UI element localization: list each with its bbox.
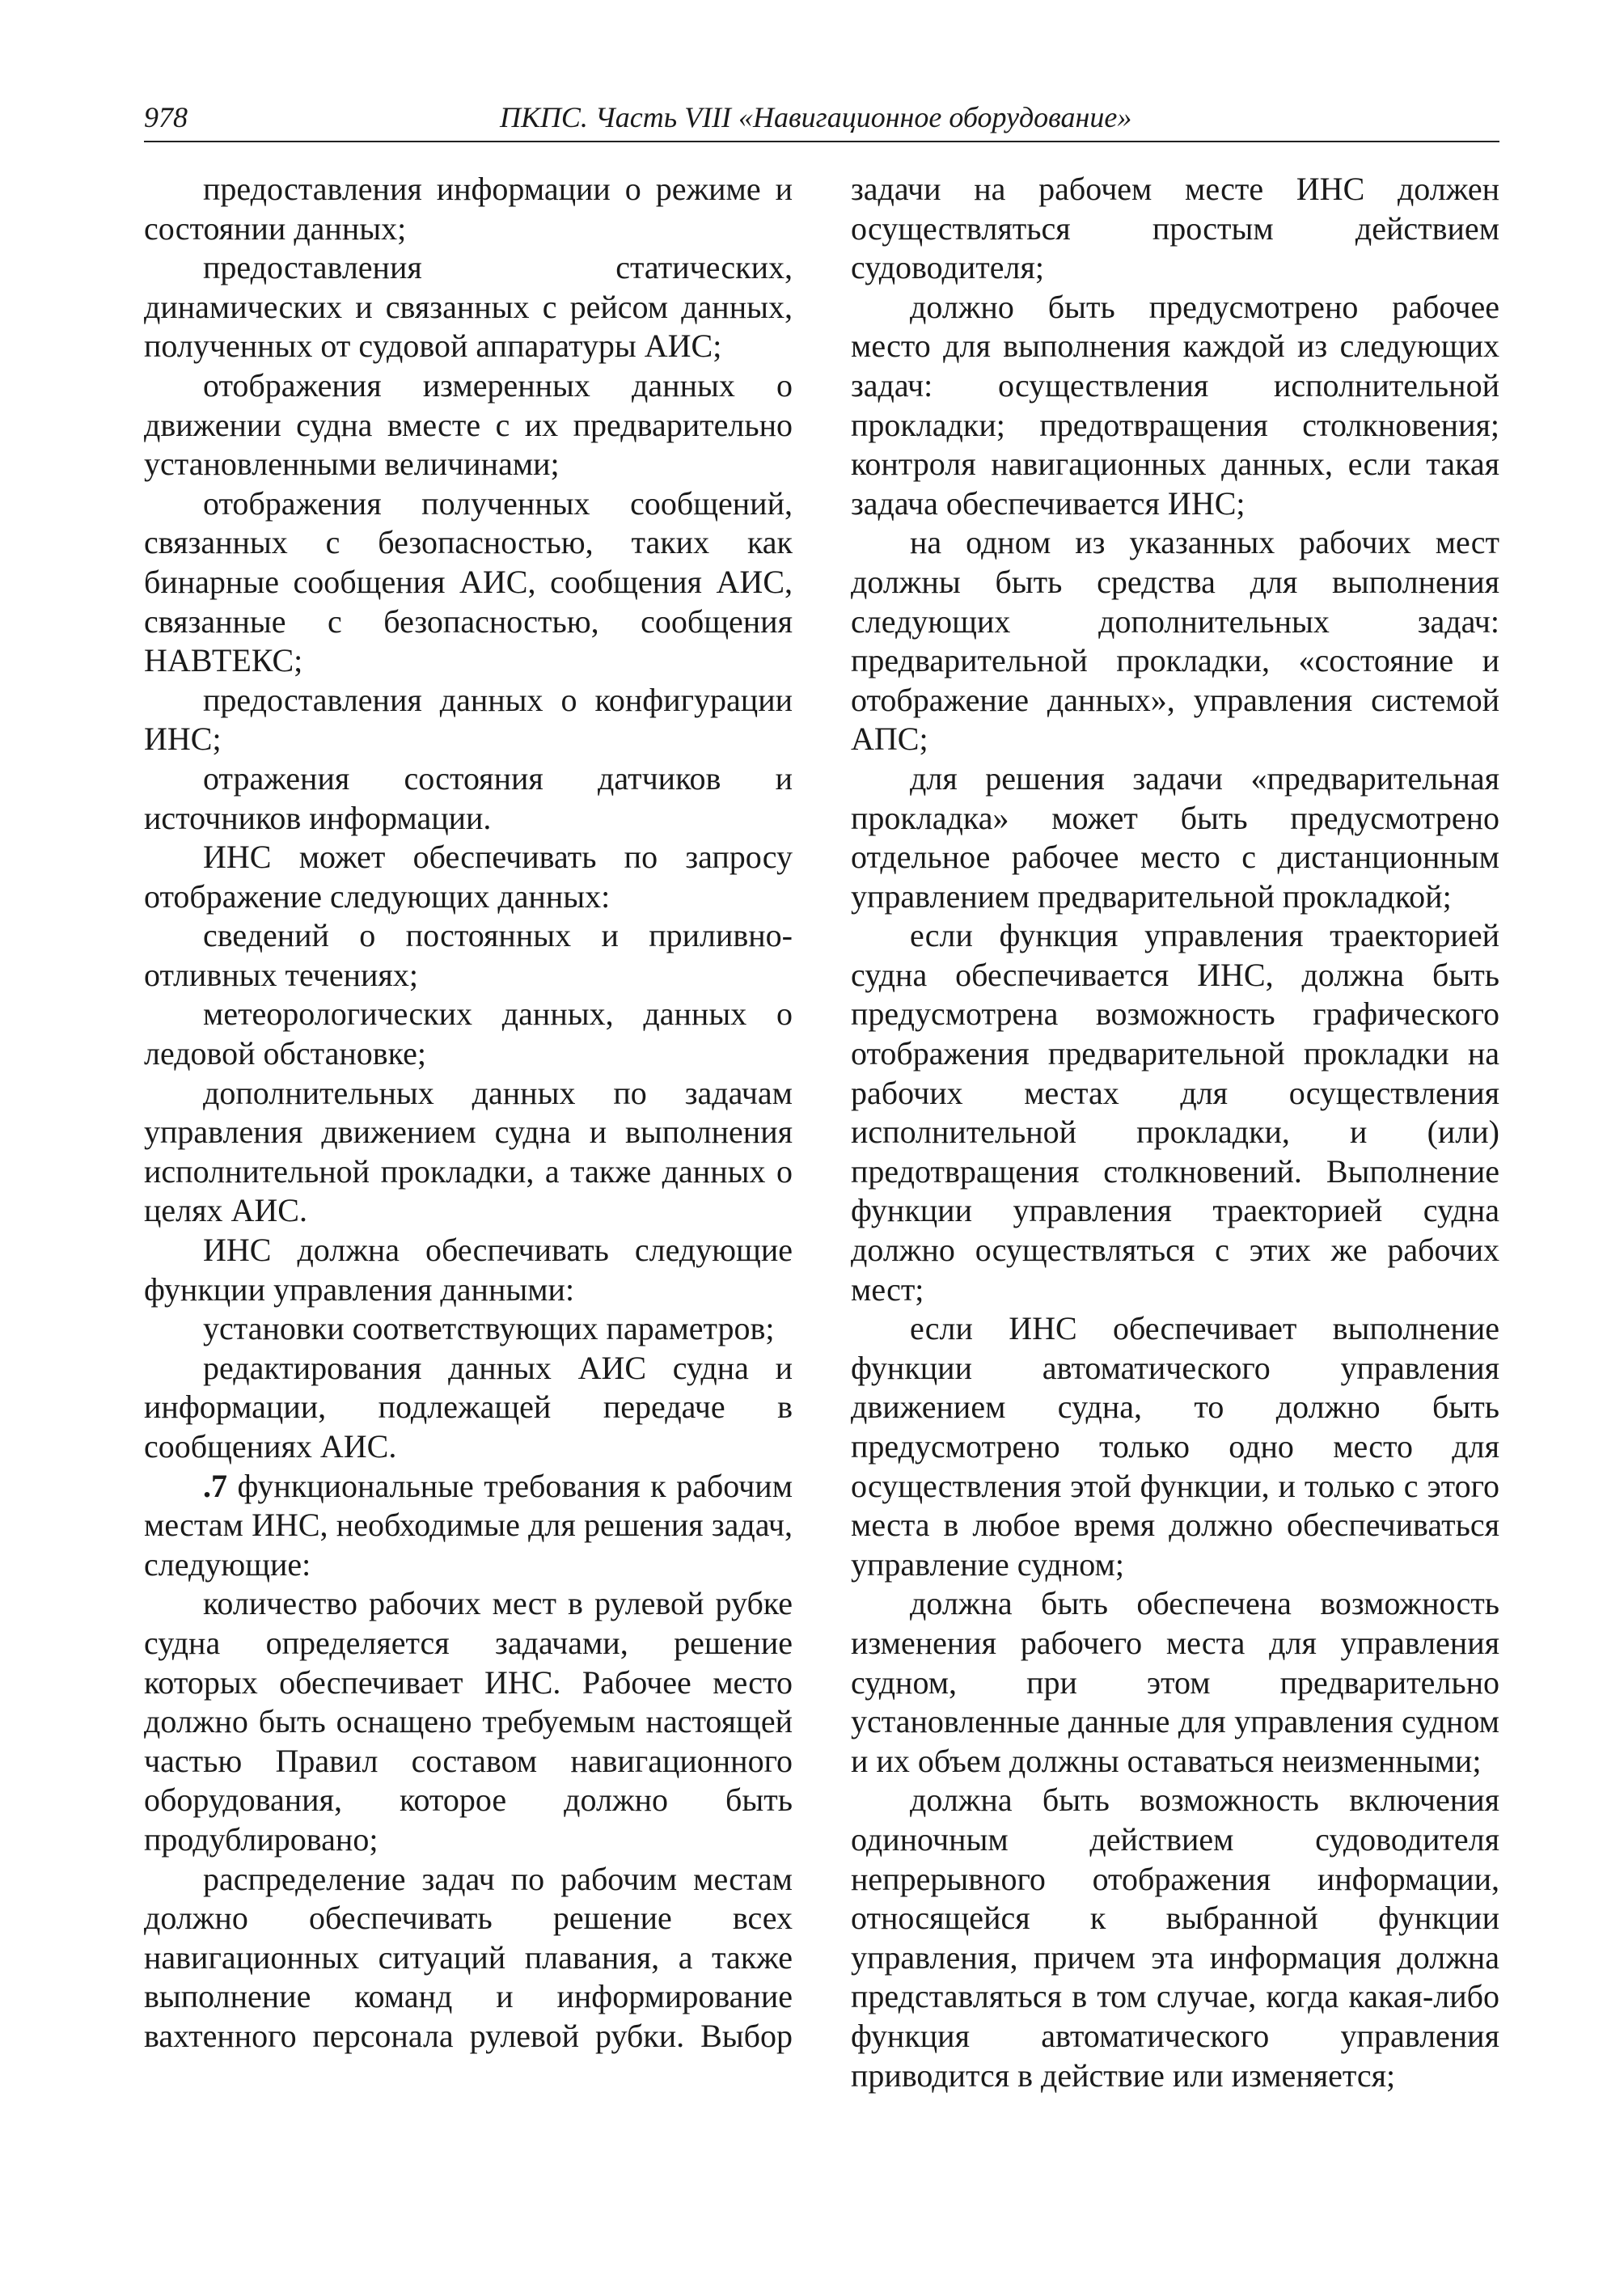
paragraph-continuation: задачи на рабочем месте ИНС должен осуществляться простым действием судоводителя; [851,171,1499,286]
item-text: функциональные требования к рабочим местам ИНС, необходимые для решения задач, следующие: [144,1467,793,1583]
paragraph: предоставления статических, динамических и связанных с рейсом данных, полученных от судовой аппаратуры АИС; [144,249,793,365]
left-column [144,170,793,2056]
paragraph: если функция управления траекторией судна обеспечивается ИНС, должна быть предусмотрена возможность графического отображения предварительной прокладки на рабочих местах для осуществления исполнительной прокладки, и (или) предотвращения столкновений. Выполнение функции управления траекторией судна должно осуществляться с этих же рабочих мест; [851,917,1499,1308]
paragraph: должна быть обеспечена возможность изменения рабочего места для управления судном, при этом предварительно установленные данные для управления судном и их объем должны оставаться неизменными; [851,1585,1499,1779]
paragraph: ИНС может обеспечивать по запросу отображение следующих данных: [144,839,793,915]
item-7-paragraph [144,1467,793,1585]
right-column [851,170,1499,2095]
page-header [144,95,1499,142]
paragraph: должна быть возможность включения одиночным действием судоводителя непрерывного отображения информации, относящейся к выбранной функции управления, причем эта информация должна представляться в том случае, когда какая-либо функция автоматического управления приводится в действие или изменяется; [851,1782,1499,2094]
item-number: .7 [203,1467,227,1504]
paragraph: на одном из указанных рабочих мест должны быть средства для выполнения следующих дополнительных задач: предварительной прокладки, «состояние и отображение данных», управления системой АПС; [851,524,1499,758]
paragraph: отображения измеренных данных о движении судна вместе с их предварительно установленными величинами; [144,366,793,483]
paragraph: для решения задачи «предварительная прокладка» может быть предусмотрено отдельное рабочее место с дистанционным управлением предварительной прокладкой; [851,759,1499,915]
paragraph: распределение задач по рабочим местам должно обеспечивать решение всех навигационных ситуаций плавания, а также выполнение команд и информирование вахтенного персонала рулевой рубки. Выбор [144,1860,793,2054]
paragraph: установки соответствующих параметров; [203,1310,775,1347]
paragraph: метеорологических данных, данных о ледовой обстановке; [144,995,793,1072]
paragraph: редактирования данных АИС судна и информации, подлежащей передаче в сообщениях АИС. [144,1349,793,1465]
paragraph: если ИНС обеспечивает выполнение функции автоматического управления движением судна, то должно быть предусмотрено только одно место для осуществления этой функции, и только с этого места в любое время должно обеспечиваться управление судном; [851,1310,1499,1583]
paragraph: предоставления данных о конфигурации ИНС; [144,681,793,758]
page-number: 978 [144,101,188,133]
paragraph: отображения полученных сообщений, связанных с безопасностью, таких как бинарные сообщения АИС, сообщения АИС, связанные с безопасностью, сообщения НАВТЕКС; [144,484,793,679]
paragraph: дополнительных данных по задачам управления движением судна и выполнения исполнительной прокладки, а также данных о целях АИС. [144,1074,793,1229]
paragraph: ИНС должна обеспечивать следующие функции управления данными: [144,1232,793,1308]
paragraph: должно быть предусмотрено рабочее место для выполнения каждой из следующих задач: осуществления исполнительной прокладки; предотвращения столкновения; контроля навигационных данных, если такая задача обеспечивается ИНС; [851,288,1499,522]
paragraph: отражения состояния датчиков и источников информации. [144,759,793,836]
paragraph: предоставления информации о режиме и состоянии данных; [144,171,793,247]
running-title: ПКПС. Часть VIII «Навигационное оборудование» [500,101,1132,133]
paragraph: количество рабочих мест в рулевой рубке судна определяется задачами, решение которых обеспечивает ИНС. Рабочее место должно быть оснащено требуемым настоящей частью Правил составом навигационного оборудования, которое должно быть продублировано; [144,1585,793,1858]
paragraph: сведений о постоянных и приливно-отливных течениях; [144,917,793,993]
